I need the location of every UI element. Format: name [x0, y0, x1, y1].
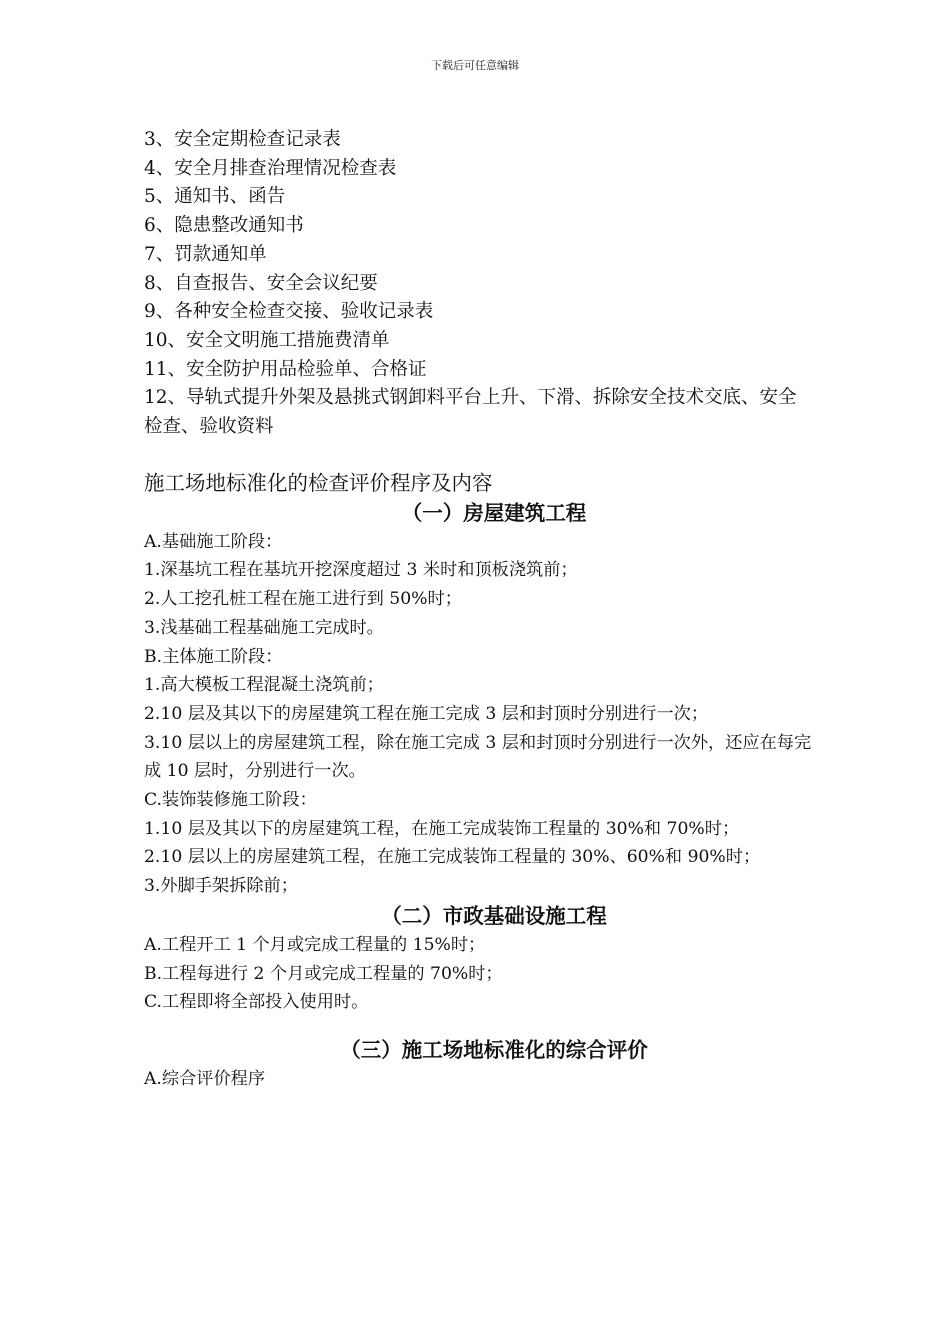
list-item: 3.外脚手架拆除前； [144, 876, 298, 897]
list-item: B.工程每进行 2 个月或完成工程量的 70%时； [144, 963, 503, 984]
stage-label: A.基础施工阶段： [144, 531, 283, 552]
document-body [144, 126, 814, 1094]
list-item: 2.10 层及其以下的房屋建筑工程在施工完成 3 层和封顶时分别进行一次； [144, 703, 709, 724]
stage-label: B.主体施工阶段： [144, 646, 283, 667]
list-item: 1.10 层及其以下的房屋建筑工程，在施工完成装饰工程量的 30%和 70%时； [144, 818, 740, 839]
heading-municipal-works: （二）市政基础设施工程 [381, 903, 607, 928]
list-item: 2.10 层以上的房屋建筑工程，在施工完成装饰工程量的 30%、60%和 90%时； [144, 847, 761, 868]
list-item: 3、安全定期检查记录表 [144, 129, 341, 150]
header-note: 下载后可任意编辑 [431, 59, 519, 72]
list-item: 2.人工挖孔桩工程在施工进行到 50%时； [144, 589, 462, 610]
list-item: 4、安全月排查治理情况检查表 [144, 157, 397, 179]
list-item: A.综合评价程序 [144, 1068, 266, 1089]
list-item: 7、罚款通知单 [144, 243, 267, 265]
list-item: 10、安全文明施工措施费清单 [144, 329, 390, 351]
spacer [144, 442, 814, 469]
list-item: 1.深基坑工程在基坑开挖深度超过 3 米时和顶板浇筑前； [144, 560, 578, 581]
list-item: 3.浅基础工程基础施工完成时。 [144, 617, 384, 638]
list-item: 6、隐患整改通知书 [144, 215, 304, 237]
list-item: 11、安全防护用品检验单、合格证 [144, 358, 427, 380]
heading-comprehensive-evaluation: （三）施工场地标准化的综合评价 [340, 1037, 648, 1062]
list-item: 3.10 层以上的房屋建筑工程，除在施工完成 3 层和封顶时分别进行一次外，还应在每完成 10 层时，分别进行一次。 [144, 732, 812, 782]
heading-building-works: （一）房屋建筑工程 [401, 500, 587, 525]
list-item: 1.高大模板工程混凝土浇筑前； [144, 675, 384, 696]
list-item: A.工程开工 1 个月或完成工程量的 15%时； [144, 934, 486, 955]
list-item: 8、自查报告、安全会议纪要 [144, 272, 378, 294]
list-item: 5、通知书、函告 [144, 186, 286, 208]
stage-label: C.装饰装修施工阶段： [144, 790, 317, 811]
list-item: 12、导轨式提升外架及悬挑式钢卸料平台上升、下滑、拆除安全技术交底、安全检查、验收资料 [144, 387, 797, 438]
section-title: 施工场地标准化的检查评价程序及内容 [144, 470, 493, 495]
list-item: C.工程即将全部投入使用时。 [144, 992, 369, 1013]
list-item: 9、各种安全检查交接、验收记录表 [144, 301, 434, 323]
